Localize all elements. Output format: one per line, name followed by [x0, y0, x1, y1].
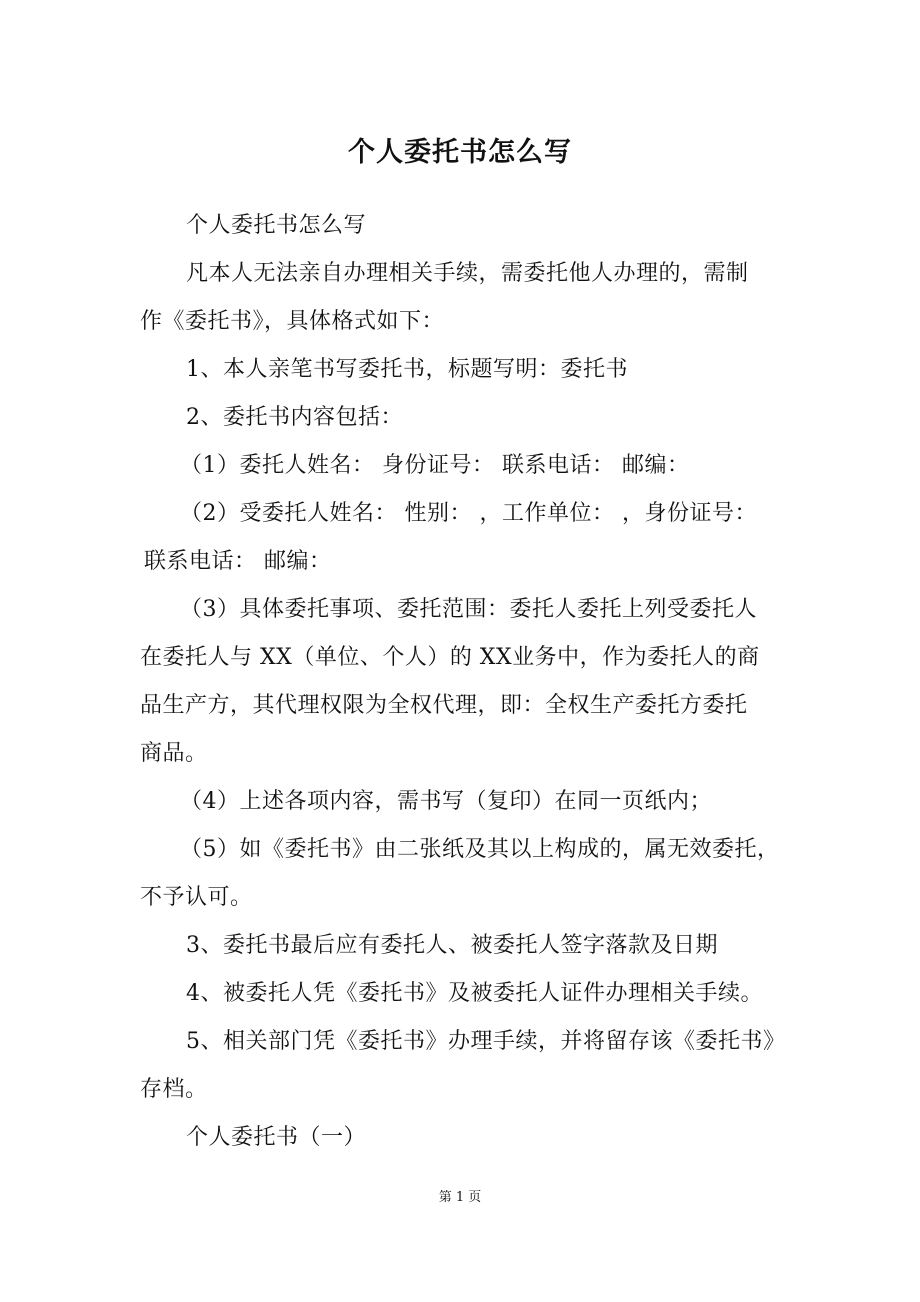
- subitem-3-line-3: 品生产方，其代理权限为全权代理，即：全权生产委托方委托: [140, 693, 748, 718]
- subitem-5-line-1: （5）如《委托书》由二张纸及其以上构成的，属无效委托，: [180, 837, 780, 862]
- subitem-2-line-1: （2）受委托人姓名： 性别： ，工作单位： ，身份证号：: [180, 501, 757, 526]
- subitem-3-line-2: 在委托人与 XX（单位、个人）的 XX业务中，作为委托人的商: [140, 645, 760, 670]
- subitem-1: （1）委托人姓名： 身份证号： 联系电话： 邮编：: [180, 453, 690, 478]
- item-3: 3、委托书最后应有委托人、被委托人签字落款及日期: [186, 933, 718, 958]
- page-number: 第 1 页: [438, 1190, 482, 1205]
- paragraph-intro-line-1: 凡本人无法亲自办理相关手续，需委托他人办理的，需制: [186, 261, 749, 286]
- section-heading: 个人委托书（一）: [186, 1125, 367, 1150]
- item-1: 1、本人亲笔书写委托书，标题写明：委托书: [186, 357, 628, 382]
- paragraph-intro-line-2: 作《委托书》，具体格式如下：: [140, 309, 445, 334]
- page-title: 个人委托书怎么写: [348, 137, 572, 168]
- subitem-2-line-2: 联系电话： 邮编：: [144, 549, 332, 574]
- item-5-line-1: 5、相关部门凭《委托书》办理手续，并将留存该《委托书》: [186, 1029, 786, 1054]
- subitem-3-line-1: （3）具体委托事项、委托范围：委托人委托上列受委托人: [180, 597, 757, 622]
- item-2: 2、委托书内容包括：: [186, 405, 403, 430]
- paragraph-heading: 个人委托书怎么写: [186, 213, 367, 238]
- item-4: 4、被委托人凭《委托书》及被委托人证件办理相关手续。: [186, 981, 763, 1006]
- subitem-3-line-4: 商品。: [140, 741, 208, 766]
- item-5-line-2: 存档。: [140, 1077, 208, 1102]
- subitem-5-line-2: 不予认可。: [140, 885, 253, 910]
- subitem-4: （4）上述各项内容，需书写（复印）在同一页纸内；: [180, 789, 712, 814]
